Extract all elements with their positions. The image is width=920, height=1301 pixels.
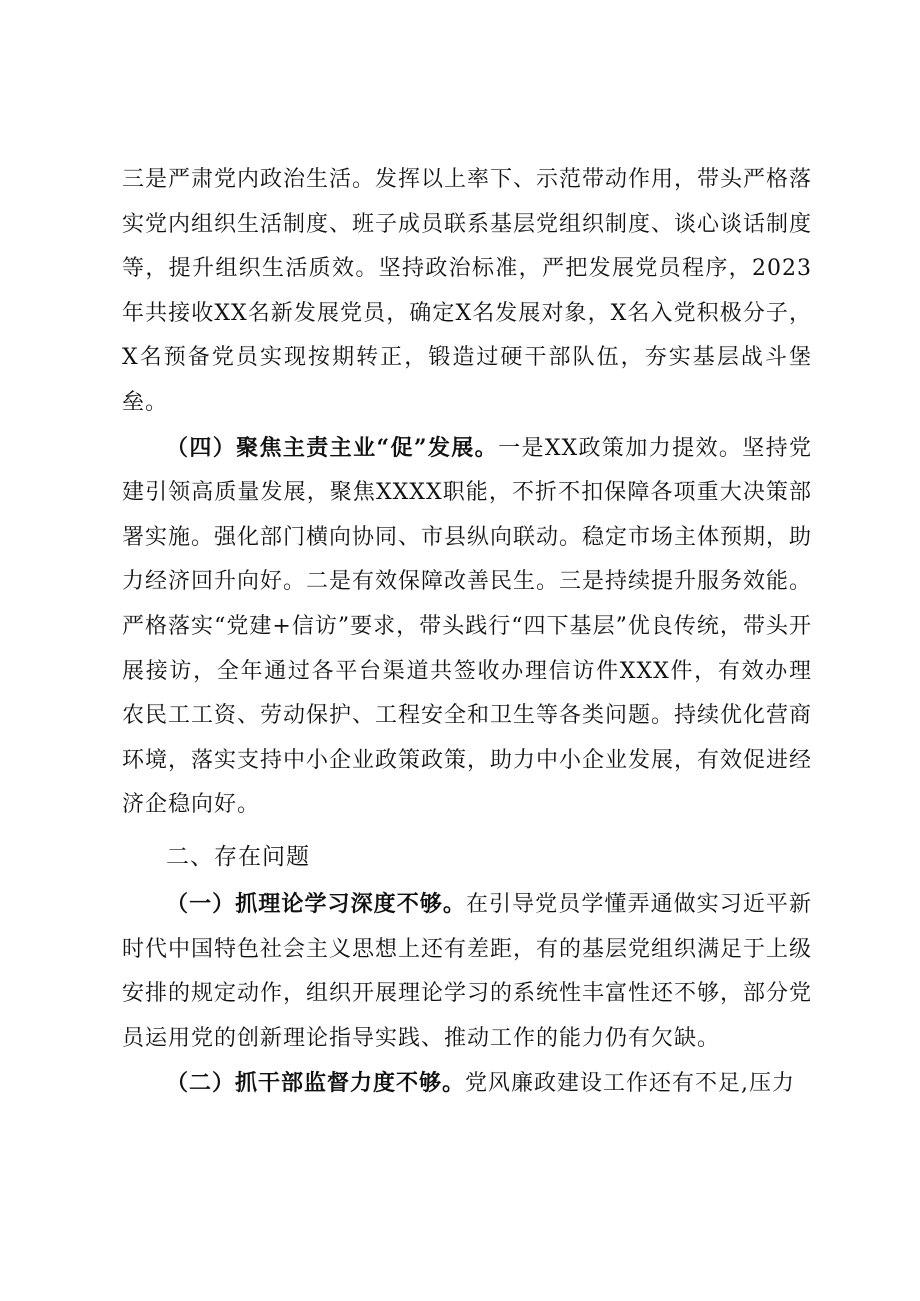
paragraph-text: 党风廉政建设工作还有不足,压力	[465, 1071, 796, 1097]
paragraph-lead-heading: （二）抓干部监督力度不够。	[166, 1070, 466, 1097]
paragraph-text: 一是XX政策加力提效。坚持党建引领高质量发展，聚焦XXXX职能，不折不扣保障各项重大决策部署实施。强化部门横向协同、市县纵向联动。稳定市场主体预期，助力经济回升向好。二是有效保障改善民生。三是持续提升服务效能。严格落实“党建+信访”要求，带头践行“四下基层”优良传统，带头开展接访，全年通过各平台渠道共签收办理信访件XXX件，有效办理农民工工资、劳动保护、工程安全和卫生等各类问题。持续优化营商环境，落实支持中小企业政策政策，助力中小企业发展，有效促进经济企稳向好。	[122, 435, 813, 818]
paragraph-lead-heading: （四）聚焦主责主业“促”发展。	[166, 434, 499, 461]
paragraph-text: 在引导党员学懂弄通做实习近平新时代中国特色社会主义思想上还有差距，有的基层党组织满足于上级安排的规定动作，组织开展理论学习的系统性丰富性还不够，部分党员运用党的创新理论指导实践、推动工作的能力仍有欠缺。	[122, 891, 813, 1051]
paragraph-theory-study	[122, 882, 812, 1061]
paragraph-cadre-supervision	[122, 1061, 812, 1107]
document-body	[122, 158, 812, 1107]
paragraph-focus-main-duties	[122, 426, 812, 828]
section-heading-existing-problems: 二、存在问题	[166, 843, 310, 870]
paragraph-lead-heading: （一）抓理论学习深度不够。	[166, 890, 466, 917]
paragraph-strict-party-life: 三是严肃党内政治生活。发挥以上率下、示范带动作用，带头严格落实党内组织生活制度、班子成员联系基层党组织制度、谈心谈话制度等，提升组织生活质效。坚持政治标准，严把发展党员程序，2023年共接收XX名新发展党员，确定X名发展对象，X名入党积极分子，X名预备党员实现按期转正，锻造过硬干部队伍，夯实基层战斗堡垒。	[122, 167, 813, 415]
